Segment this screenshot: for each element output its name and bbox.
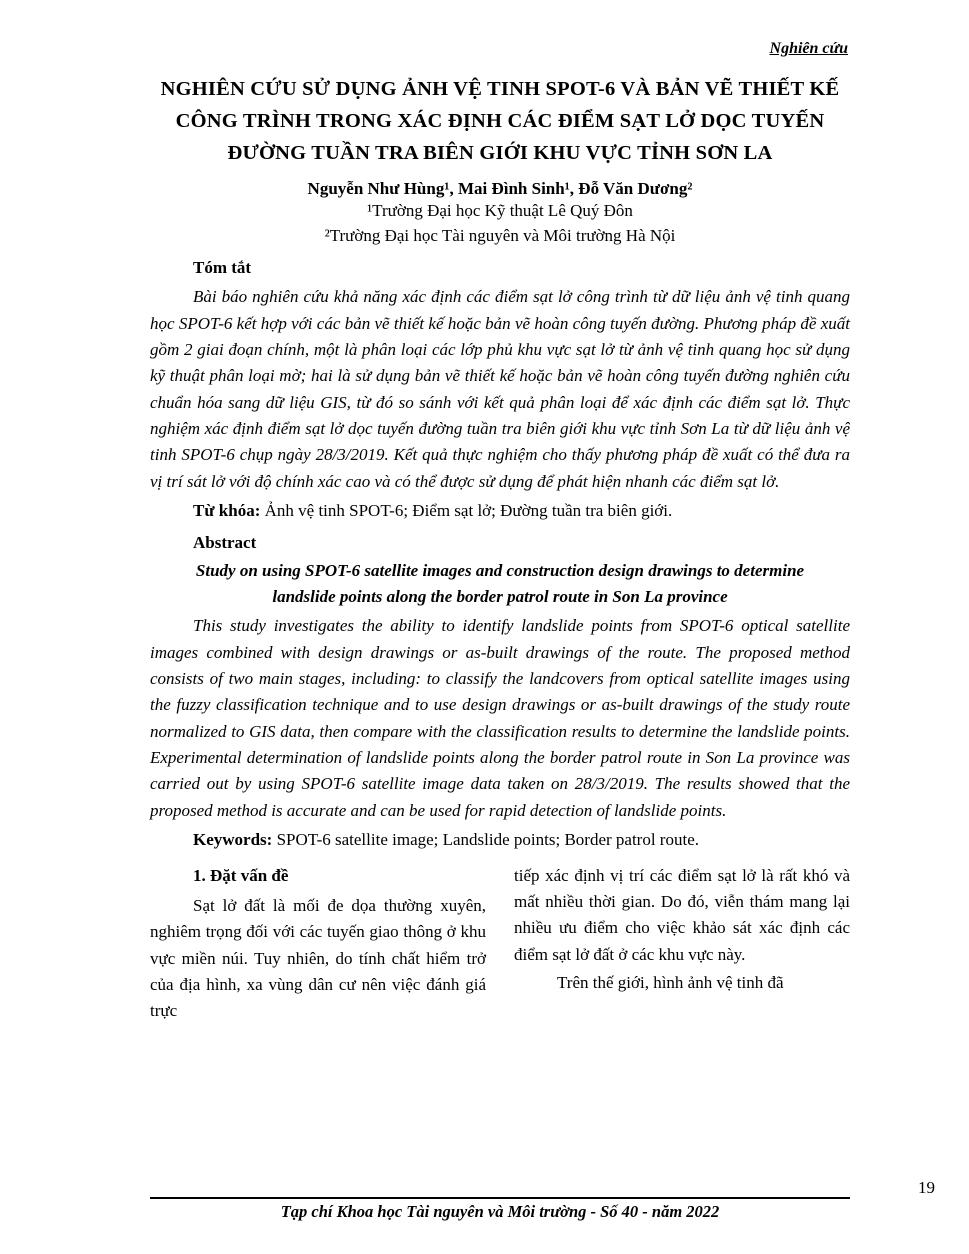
two-column-section [150,863,850,1025]
keywords-vi-text: Ảnh vệ tinh SPOT-6; Điểm sạt lở; Đường tuần tra biên giới. [260,500,673,520]
authors-line: Nguyễn Như Hùng¹, Mai Đình Sinh¹, Đỗ Văn Dương² [307,179,693,199]
footer-rule [150,1197,850,1199]
abstract-en-body: This study investigates the ability to identify landslide points from SPOT-6 optical satellite images combined with design drawings or as-built drawings of the route. The proposed method consists of two main stages, including: to classify the landcovers from optical satellite images using the fuzzy classification technique and to use design drawings or as-built drawings of the study route normalized to GIS data, then compare with the classification results to determine the landslide points. Experimental determination of landslide points along the border patrol route in Son La province was carried out by using SPOT-6 satellite image data taken on 28/3/2019. The results showed that the proposed method is accurate and can be used for rapid detection of landslide points. [150,616,850,820]
section-1-left-paragraph: Sạt lở đất là mối đe dọa thường xuyên, nghiêm trọng đối với các tuyến giao thông ở khu vực miền núi. Tuy nhiên, do tính chất hiểm trở của địa hình, xa vùng dân cư nên việc đánh giá trực [150,895,486,1021]
page-number: 19 [918,1178,935,1197]
column-right [514,863,850,1025]
abstract-en-subtitle: Study on using SPOT-6 satellite images and construction design drawings to determine landslide points along the border patrol route in Son La province [195,561,805,606]
keywords-en-text: SPOT-6 satellite image; Landslide points; Border patrol route. [272,830,699,849]
abstract-en-heading: Abstract [193,532,257,552]
section-1-heading: 1. Đặt vấn đề [193,865,289,885]
section-1-right-paragraph-1: tiếp xác định vị trí các điểm sạt lở là rất khó và mất nhiều thời gian. Do đó, viễn thám mang lại nhiều ưu điểm cho việc khảo sát xác định các điểm sạt lở đất ở các khu vực này. [514,865,850,964]
keywords-en-line [150,828,850,853]
column-left [150,863,486,1025]
abstract-vi-body: Bài báo nghiên cứu khả năng xác định các điểm sạt lở công trình từ dữ liệu ảnh vệ tinh quang học SPOT-6 kết hợp với các bản vẽ thiết kế hoặc bản vẽ hoàn công tuyến đường. Phương pháp đề xuất gồm 2 giai đoạn chính, một là phân loại các lớp phủ khu vực sạt lở từ ảnh vệ tinh quang học sử dụng kỹ thuật phân loại mờ; hai là sử dụng bản vẽ thiết kế hoặc bản vẽ hoàn công tuyến đường nghiên cứu chuẩn hóa sang dữ liệu GIS, từ đó so sánh với kết quả phân loại để xác định các điểm sạt lở. Thực nghiệm xác định điểm sạt lở dọc tuyến đường tuần tra biên giới khu vực tỉnh Sơn La từ dữ liệu ảnh vệ tinh SPOT-6 chụp ngày 28/3/2019. Kết quả thực nghiệm cho thấy phương pháp đề xuất có thể đưa ra vị trí sát lở với độ chính xác cao và có thể được sử dụng để phát hiện nhanh các điểm sạt lở. [150,287,850,491]
section-1-right-paragraph-2: Trên thế giới, hình ảnh vệ tinh đã [557,973,784,993]
keywords-en-label: Keywords: [193,830,273,849]
affiliation-2: ²Trường Đại học Tài nguyên và Môi trường Hà Nội [324,225,676,245]
footer-journal-line: Tạp chí Khoa học Tài nguyên và Môi trường - Số 40 - năm 2022 [280,1202,720,1221]
page-content [150,40,850,1025]
page-footer [150,1197,850,1222]
keywords-vi-label: Từ khóa: [193,500,261,520]
keywords-vi-line [150,499,850,524]
paper-title: NGHIÊN CỨU SỬ DỤNG ẢNH VỆ TINH SPOT-6 VÀ BẢN VẼ THIẾT KẾ CÔNG TRÌNH TRONG XÁC ĐỊNH CÁC ĐIỂM SẠT LỞ DỌC TUYẾN ĐƯỜNG TUẦN TRA BIÊN GIỚI KHU VỰC TỈNH SƠN LA [160,78,840,164]
abstract-vi-heading: Tóm tắt [193,257,252,277]
running-head: Nghiên cứu [769,40,848,57]
affiliation-1: ¹Trường Đại học Kỹ thuật Lê Quý Đôn [367,201,633,221]
